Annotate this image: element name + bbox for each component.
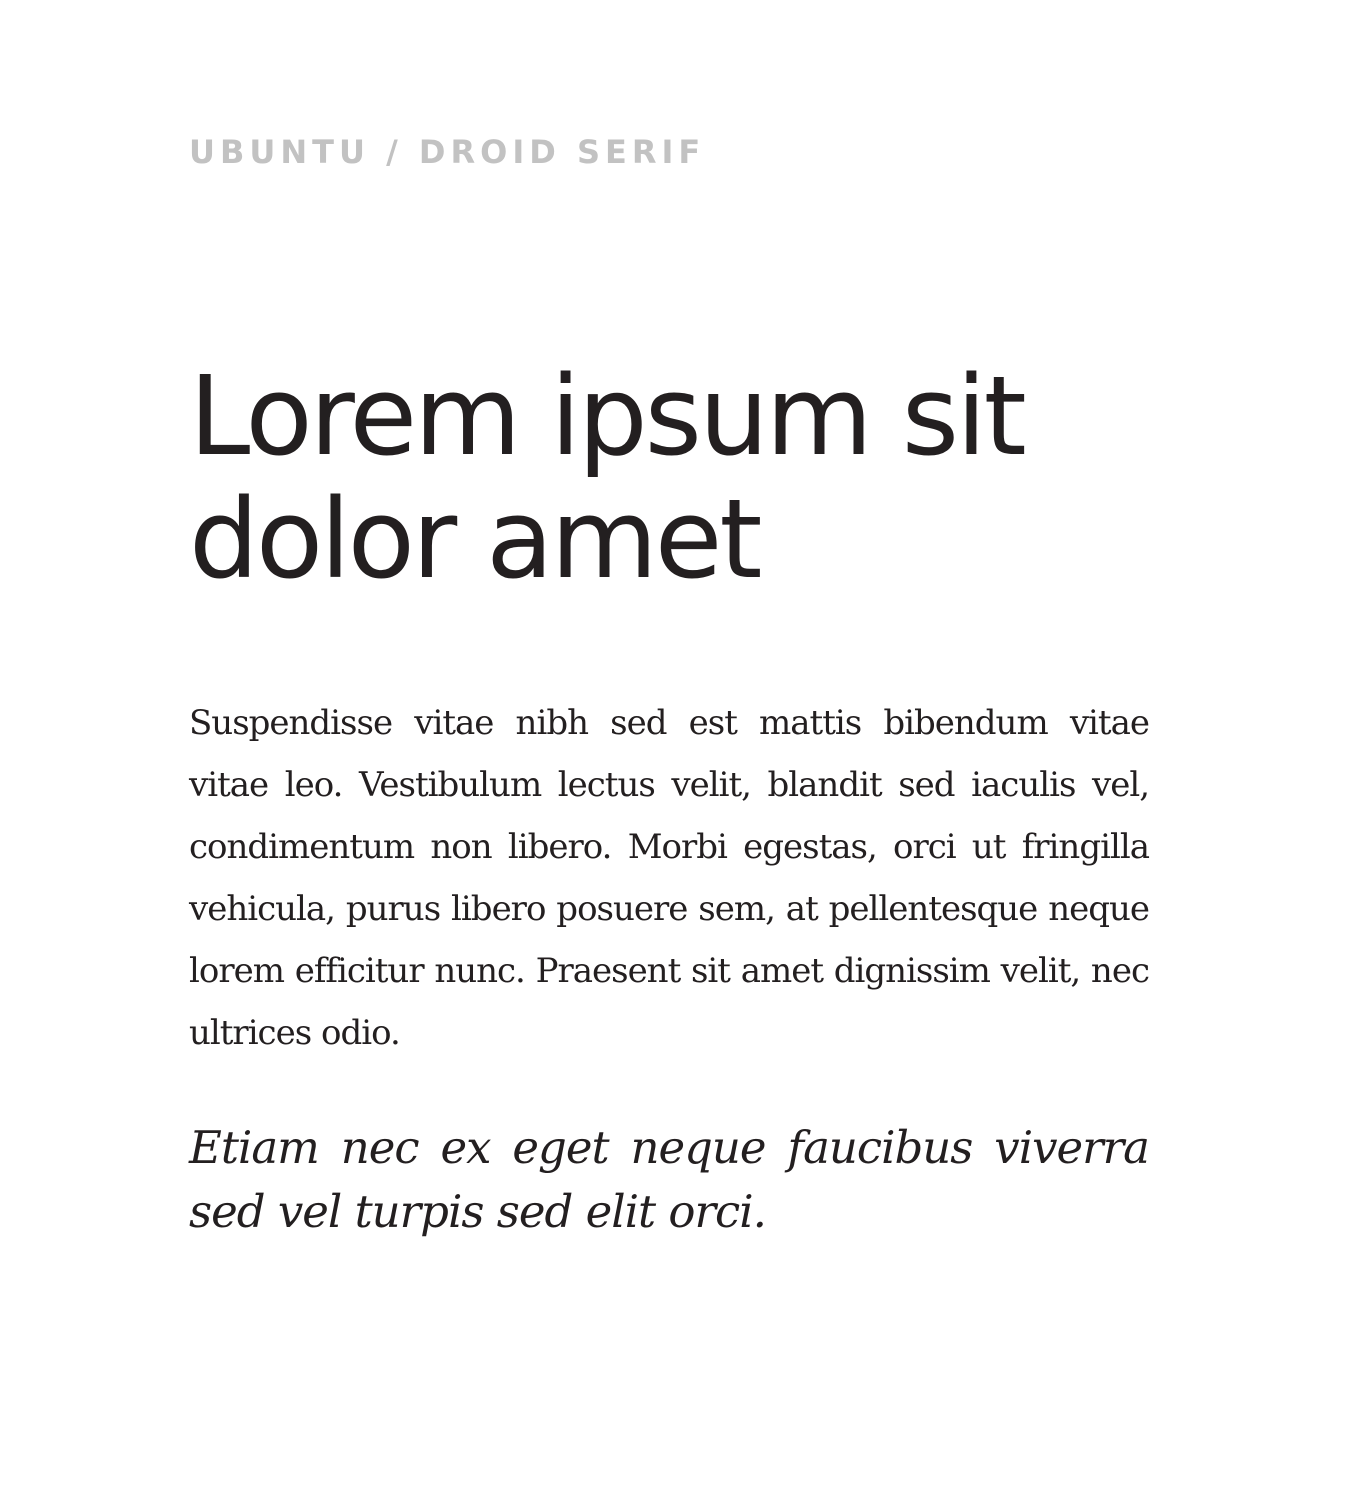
headline: Lorem ipsum sit dolor amet	[189, 352, 1024, 603]
font-pair-label: UBUNTU / DROID SERIF	[189, 133, 706, 171]
pull-quote: Etiam nec ex eget neque faucibus viverra sed vel turpis sed elit orci.	[189, 1121, 1149, 1238]
body-paragraph: Suspendisse vitae nibh sed est mattis bibendum vitae vitae leo. Vestibulum lectus velit, blandit sed iaculis vel, condimentum non libero. Morbi egestas, orci ut fringilla vehicula, purus libero posuere sem, at pellentesque neque lorem efficitur nunc. Praesent sit amet dignissim velit, nec ultrices odio.	[189, 703, 1149, 1053]
